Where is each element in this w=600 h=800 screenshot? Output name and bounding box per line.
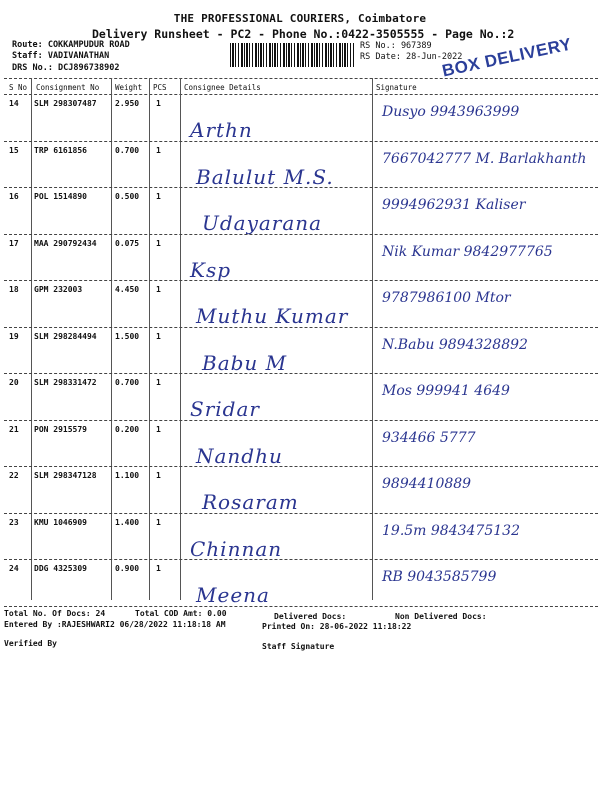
row-consignment: KMU 1046909 — [34, 517, 87, 527]
row-divider — [4, 513, 598, 514]
row-consignment: TRP 6161856 — [34, 145, 87, 155]
row-weight: 2.950 — [115, 99, 140, 108]
col-signature: Signature — [376, 83, 417, 92]
col-pcs: PCS — [153, 83, 167, 92]
row-weight: 1.400 — [115, 517, 140, 527]
row-consignee-handwriting: Udayarana — [202, 211, 323, 235]
row-sno: 21 — [9, 424, 19, 434]
row-pcs: 1 — [156, 378, 161, 387]
row-sno: 19 — [9, 331, 19, 341]
col-divider — [180, 78, 181, 600]
row-consignee-handwriting: Rosaram — [202, 490, 299, 514]
row-weight: 4.450 — [115, 285, 140, 294]
row-signature: 9994962931 Kaliser — [382, 197, 526, 213]
row-pcs: 1 — [156, 517, 161, 527]
col-consignment: Consignment No — [36, 83, 100, 92]
runsheet-subtitle: Delivery Runsheet - PC2 - Phone No.:0422-3505555 - Page No.:2 — [92, 27, 515, 41]
row-divider — [4, 420, 598, 421]
row-consignee-handwriting: Ksp — [190, 257, 232, 282]
row-pcs: 1 — [156, 99, 161, 108]
row-weight: 0.900 — [115, 564, 140, 573]
non-delivered-docs: Non Delivered Docs: — [395, 612, 487, 621]
row-consignment: MAA 290792434 — [34, 238, 97, 248]
staff-label: Staff: VADIVANATHAN — [12, 51, 110, 61]
total-docs: Total No. Of Docs: 24 — [4, 609, 106, 618]
row-divider — [4, 373, 598, 374]
col-divider — [111, 78, 112, 600]
col-sno: S No — [9, 83, 28, 92]
row-signature: Nik Kumar 9842977765 — [382, 243, 553, 260]
printed-on: Printed On: 28-06-2022 11:18:22 — [262, 622, 412, 631]
row-weight: 0.500 — [115, 192, 140, 201]
col-divider — [149, 78, 150, 600]
row-consignment: SLM 298307487 — [34, 99, 97, 108]
box-delivery-stamp: BOX DELIVERY — [440, 34, 574, 81]
row-sno: 15 — [9, 145, 19, 155]
row-consignment: GPM 232003 — [34, 285, 83, 294]
row-pcs: 1 — [156, 192, 161, 201]
row-pcs: 1 — [156, 471, 161, 480]
row-pcs: 1 — [156, 145, 161, 155]
row-divider — [4, 327, 598, 328]
row-consignment: SLM 298347128 — [34, 471, 97, 480]
row-signature: RB 9043585799 — [382, 569, 497, 585]
row-pcs: 1 — [156, 285, 161, 294]
row-consignee-handwriting: Nandhu — [196, 443, 283, 468]
verified-by: Verified By — [4, 639, 57, 648]
header-rule — [4, 94, 598, 95]
row-sno: 20 — [9, 378, 19, 387]
row-signature: N.Babu 9894328892 — [382, 336, 528, 353]
row-signature: 7667042777 M. Barlakhanth — [382, 150, 587, 167]
row-signature: Mos 999941 4649 — [382, 383, 510, 399]
row-pcs: 1 — [156, 331, 161, 341]
route-label: Route: COKKAMPUDUR ROAD — [12, 40, 130, 50]
row-sno: 16 — [9, 192, 19, 201]
table-top-rule — [4, 78, 598, 79]
delivered-docs: Delivered Docs: — [274, 612, 347, 621]
row-consignee-handwriting: Muthu Kumar — [196, 304, 349, 328]
row-consignee-handwriting: Chinnan — [190, 536, 283, 561]
row-sno: 22 — [9, 471, 19, 480]
row-signature: 9894410889 — [382, 476, 472, 492]
row-weight: 1.500 — [115, 331, 140, 341]
row-divider — [4, 559, 598, 560]
row-sno: 17 — [9, 238, 19, 248]
row-pcs: 1 — [156, 424, 161, 434]
col-weight: Weight — [115, 83, 143, 92]
row-divider — [4, 141, 598, 142]
row-consignment: SLM 298331472 — [34, 378, 97, 387]
row-signature: 9787986100 Mtor — [382, 290, 511, 306]
entered-by: Entered By :RAJESHWARI2 06/28/2022 11:18:18 AM — [4, 620, 226, 629]
row-divider — [4, 187, 598, 188]
row-consignee-handwriting: Sridar — [190, 397, 260, 421]
row-weight: 0.075 — [115, 238, 140, 248]
row-signature: 934466 5777 — [382, 429, 476, 446]
row-pcs: 1 — [156, 564, 161, 573]
row-sno: 14 — [9, 99, 19, 108]
company-title: THE PROFESSIONAL COURIERS, Coimbatore — [173, 12, 427, 25]
rs-number: RS No.: 967389 — [360, 41, 432, 51]
row-sno: 23 — [9, 517, 19, 527]
row-consignee-handwriting: Balulut M.S. — [196, 164, 334, 189]
row-consignment: DDG 4325309 — [34, 564, 87, 573]
row-consignment: PON 2915579 — [34, 424, 87, 434]
staff-signature: Staff Signature — [262, 642, 335, 651]
row-signature: 19.5m 9843475132 — [382, 522, 520, 539]
col-divider — [372, 78, 373, 600]
col-divider — [31, 78, 32, 600]
cod-amount: Total COD Amt: 0.00 — [135, 609, 227, 618]
drs-number: DRS No.: DCJ896738902 — [12, 63, 120, 73]
row-consignment: POL 1514890 — [34, 192, 87, 201]
row-consignment: SLM 298284494 — [34, 331, 97, 341]
row-pcs: 1 — [156, 238, 161, 248]
row-divider — [4, 606, 598, 607]
row-weight: 1.100 — [115, 471, 140, 480]
row-consignee-handwriting: Meena — [196, 583, 270, 607]
row-sno: 24 — [9, 564, 19, 573]
row-signature: Dusyo 9943963999 — [382, 104, 520, 120]
row-weight: 0.700 — [115, 378, 140, 387]
row-consignee-handwriting: Babu M — [202, 350, 288, 375]
row-weight: 0.700 — [115, 145, 140, 155]
barcode — [230, 43, 354, 67]
row-weight: 0.200 — [115, 424, 140, 434]
row-consignee-handwriting: Arthn — [190, 118, 253, 142]
row-sno: 18 — [9, 285, 19, 294]
col-consignee: Consignee Details — [184, 83, 261, 92]
row-divider — [4, 466, 598, 467]
rs-date: RS Date: 28-Jun-2022 — [360, 52, 463, 62]
row-divider — [4, 280, 598, 281]
row-divider — [4, 234, 598, 235]
